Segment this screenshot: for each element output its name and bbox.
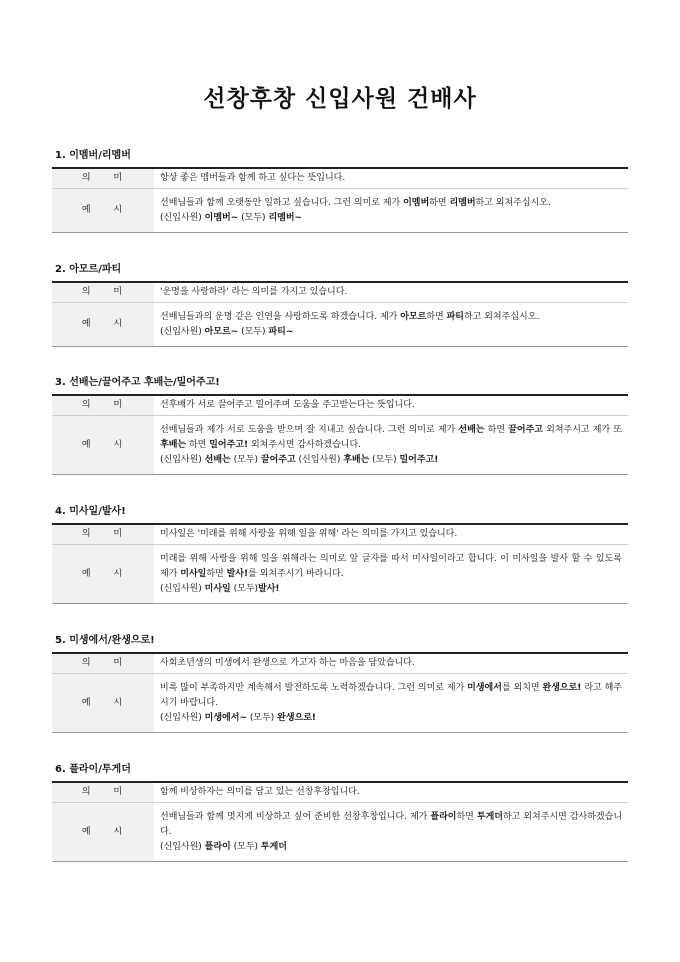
- meaning-text: 사회초년생의 미생에서 완생으로 가고자 하는 마음을 담았습니다.: [154, 653, 628, 674]
- toast-keyword: 후배는: [160, 440, 187, 450]
- toast-keyword: 선배는: [458, 425, 485, 435]
- toast-keyword: 플라이: [204, 842, 231, 852]
- section-heading: 3. 선배는/끌어주고 후배는/밀어주고!: [55, 377, 220, 388]
- example-run: 하고 외쳐주십시오.: [463, 312, 540, 322]
- example-run: (모두): [230, 584, 259, 594]
- example-label: 예 시: [52, 803, 154, 862]
- toast-keyword: 발사!: [258, 584, 280, 594]
- example-run: 라고 해주시기 바랍니다.: [160, 683, 622, 708]
- meaning-label: 의 미: [52, 395, 154, 416]
- toast-keyword: 후배는: [343, 455, 370, 465]
- example-run: (신입사원): [295, 455, 344, 465]
- example-text: [154, 189, 628, 233]
- example-label: 예 시: [52, 416, 154, 475]
- example-run: 하면: [456, 812, 477, 822]
- example-text: [154, 416, 628, 475]
- example-label: 예 시: [52, 674, 154, 733]
- example-run: 하면: [206, 569, 227, 579]
- section-6: [52, 763, 628, 862]
- toast-keyword: 완생으로!: [542, 683, 582, 693]
- toast-keyword: 파티: [446, 312, 464, 322]
- toast-keyword: 이멤버: [403, 198, 430, 208]
- example-line: [160, 453, 622, 468]
- example-run: (모두): [230, 455, 261, 465]
- example-run: (신입사원): [160, 584, 205, 594]
- example-run: 외쳐주시고 제가 또: [542, 425, 622, 435]
- meaning-label: 의 미: [52, 168, 154, 189]
- toast-keyword: 이멤버~: [204, 213, 239, 223]
- example-line: [160, 196, 622, 211]
- example-line: [160, 423, 622, 453]
- meaning-text: 항상 좋은 멤버들과 함께 하고 싶다는 뜻입니다.: [154, 168, 628, 189]
- section-heading: 6. 플라이/투게더: [55, 764, 131, 775]
- example-run: 하면: [426, 312, 447, 322]
- toast-keyword: 파티~: [268, 327, 294, 337]
- example-run: 하면: [484, 425, 509, 435]
- toast-keyword: 밀어주고!: [399, 455, 439, 465]
- section-4: [52, 505, 628, 604]
- meaning-label: 의 미: [52, 524, 154, 545]
- page-title: 선창후창 신입사원 건배사: [203, 86, 477, 112]
- example-line: [160, 310, 622, 325]
- example-run: 미래를 위해 사랑을 위해 일을 위해라는 의미로 앞 글자를 따서 미사일이라고 합니다. 이 미사일을 발사 할 수 있도록 제가: [160, 554, 622, 579]
- example-run: (신입사원): [160, 842, 205, 852]
- example-run: 하고 외쳐주십시오.: [475, 198, 551, 208]
- example-line: [160, 325, 622, 340]
- toast-keyword: 아모르~: [204, 327, 239, 337]
- section-table: [52, 167, 628, 233]
- toast-keyword: 선배는: [204, 455, 231, 465]
- example-run: 를 외쳐주시기 바라니다.: [248, 569, 344, 579]
- section-5: [52, 634, 628, 733]
- example-text: [154, 303, 628, 347]
- toast-keyword: 리멤버~: [268, 213, 303, 223]
- section-table: [52, 281, 628, 347]
- example-label: 예 시: [52, 545, 154, 604]
- example-label: 예 시: [52, 303, 154, 347]
- example-run: 선배님들과의 운명 같은 인연을 사랑하도록 하겠습니다. 제가: [160, 312, 401, 322]
- toast-keyword: 끌어주고: [508, 425, 543, 435]
- example-line: [160, 711, 622, 726]
- example-run: 선배님들과 함께 멋지게 비상하고 싶어 준비한 선창후창입니다. 제가: [160, 812, 431, 822]
- example-run: (신입사원): [160, 455, 205, 465]
- example-text: [154, 803, 628, 862]
- section-3: [52, 376, 628, 475]
- example-run: (모두): [369, 455, 400, 465]
- toast-keyword: 아모르: [400, 312, 427, 322]
- meaning-text: 함께 비상하자는 의미를 담고 있는 선창후창입니다.: [154, 782, 628, 803]
- toast-keyword: 미생에서: [467, 683, 502, 693]
- meaning-label: 의 미: [52, 653, 154, 674]
- example-run: 비록 많이 부족하지만 계속해서 발전하도록 노력하겠습니다. 그런 의미로 제가: [160, 683, 468, 693]
- example-line: [160, 810, 622, 840]
- toast-keyword: 미사일: [180, 569, 207, 579]
- toast-keyword: 밀어주고!: [209, 440, 249, 450]
- section-heading: 5. 미생에서/완생으로!: [55, 635, 155, 646]
- example-line: [160, 840, 622, 855]
- section-heading: 2. 아모르/파티: [55, 264, 122, 275]
- example-run: 선배님들과 함께 오랫동안 일하고 싶습니다. 그런 의미로 제가: [160, 198, 404, 208]
- toast-keyword: 발사!: [226, 569, 249, 579]
- example-run: 하면: [429, 198, 450, 208]
- toast-keyword: 플라이: [430, 812, 457, 822]
- section-table: [52, 781, 628, 862]
- section-table: [52, 394, 628, 475]
- example-run: (모두): [230, 842, 261, 852]
- toast-keyword: 투게더: [260, 842, 287, 852]
- toast-keyword: 완생으로!: [277, 713, 317, 723]
- section-table: [52, 652, 628, 733]
- example-run: (신입사원): [160, 327, 205, 337]
- example-run: 외쳐주시면 감사하겠습니다.: [248, 440, 362, 450]
- example-line: [160, 552, 622, 582]
- meaning-label: 의 미: [52, 782, 154, 803]
- toast-keyword: 미사일: [204, 584, 231, 594]
- section-table: [52, 523, 628, 604]
- example-run: (모두): [238, 213, 269, 223]
- meaning-text: '운명을 사랑하라' 라는 의미를 가지고 있습니다.: [154, 282, 628, 303]
- example-run: (모두): [238, 327, 269, 337]
- section-heading: 4. 미사일/발사!: [55, 506, 126, 517]
- example-run: 선배님들과 제가 서로 도움을 받으며 잘 지내고 싶습니다. 그런 의미로 제가: [160, 425, 459, 435]
- toast-keyword: 투게더: [476, 812, 503, 822]
- toast-keyword: 끌어주고: [260, 455, 296, 465]
- example-run: 하면: [186, 440, 210, 450]
- toast-keyword: 미생에서~: [204, 713, 247, 723]
- section-1: [52, 149, 628, 233]
- example-run: 하고 외쳐주시면 감사하겠습니다.: [160, 812, 623, 837]
- example-text: [154, 545, 628, 604]
- example-run: (신입사원): [160, 213, 205, 223]
- meaning-text: 선후배가 서로 끌어주고 밀어주며 도움을 주고받는다는 뜻입니다.: [154, 395, 628, 416]
- example-run: (신입사원): [160, 713, 205, 723]
- example-line: [160, 211, 622, 226]
- meaning-text: 미사일은 '미래를 위해 사랑을 위해 일을 위해' 라는 의미를 가지고 있습니다.: [154, 524, 628, 545]
- example-line: [160, 582, 622, 597]
- example-run: (모두): [247, 713, 278, 723]
- example-run: 를 외치면: [501, 683, 543, 693]
- example-text: [154, 674, 628, 733]
- section-2: [52, 263, 628, 347]
- example-label: 예 시: [52, 189, 154, 233]
- meaning-label: 의 미: [52, 282, 154, 303]
- example-line: [160, 681, 622, 711]
- toast-keyword: 리멤버: [449, 198, 476, 208]
- section-heading: 1. 이멤버/리멤버: [55, 150, 131, 161]
